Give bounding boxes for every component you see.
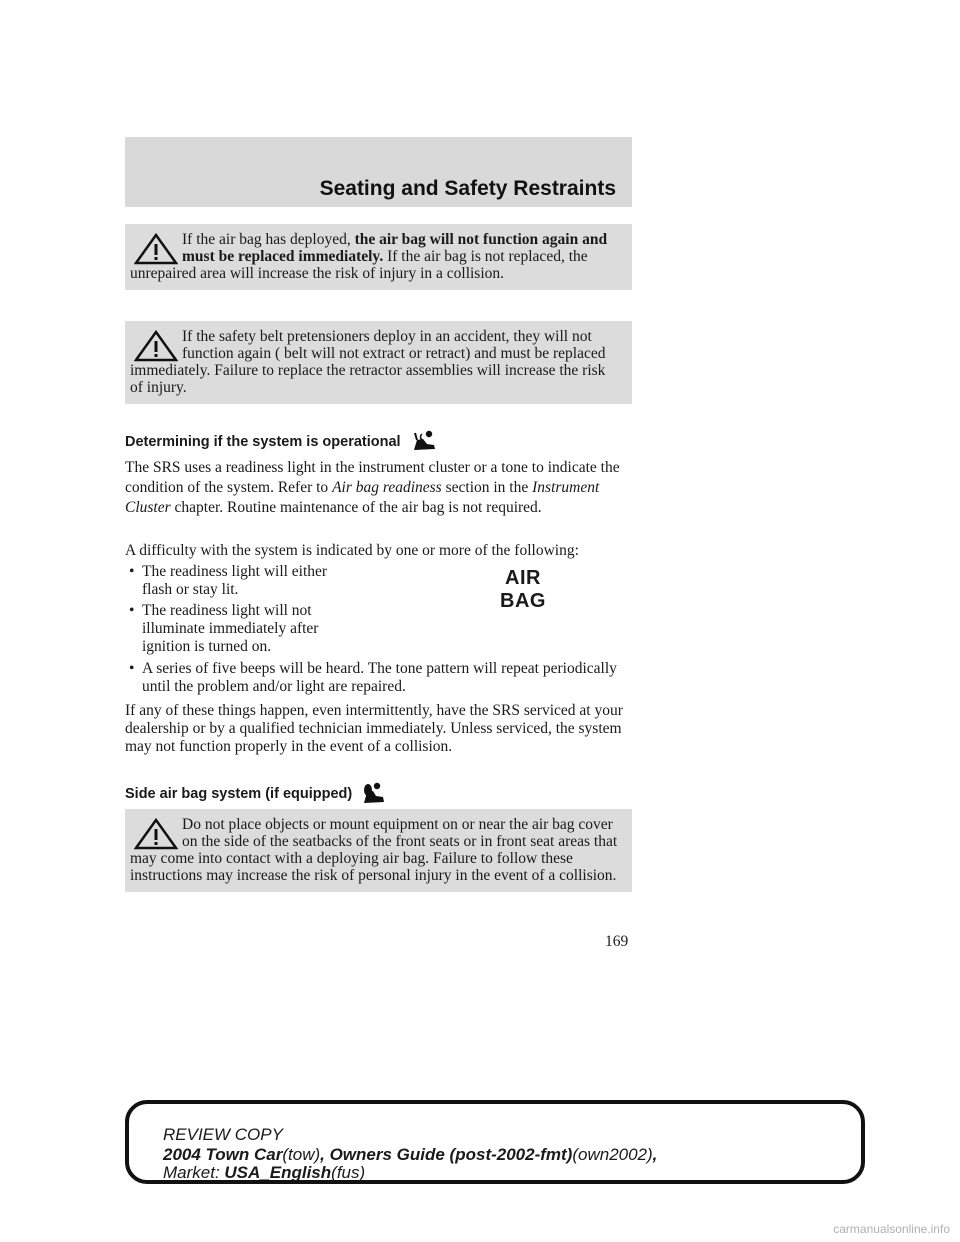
warning-rest: If the air bag is not replaced, the unrepaired area will increase the risk of injury in a collision. (130, 248, 588, 282)
warning-box-pretensioners (125, 321, 632, 404)
warning-lead: If the air bag has deployed, (182, 231, 355, 248)
bullet-text: The readiness light will not illuminate immediately after ignition is turned on. (142, 602, 319, 655)
review-market-line (163, 1163, 365, 1183)
text-segment: chapter. Routine maintenance of the air bag is not required. (170, 499, 542, 516)
heading-text: Determining if the system is operational (125, 433, 401, 450)
watermark: carmanualsonline.info (833, 1222, 950, 1236)
airbag-label-line: AIR (505, 567, 541, 589)
text-segment: section in the (441, 479, 533, 496)
warning-text: Do not place objects or mount equipment on or near the air bag cover on the side of the seatbacks of the front seats or in front seat areas that may come into contact with a deploying air bag. Failure to follow these instructions may increase the risk of personal injury in the event of a collision. (130, 816, 618, 884)
airbag-seat-icon (409, 430, 439, 454)
warning-triangle-icon (134, 233, 178, 265)
review-guide: , Owners Guide (post-2002-fmt) (320, 1145, 573, 1164)
warning-bold: the air bag will not function again and must be replaced immediately. (182, 231, 608, 265)
heading-system-operational (125, 430, 439, 454)
airbag-warning-light-label (488, 567, 558, 613)
review-model-code: (tow) (282, 1145, 321, 1164)
review-market-code: (fus) (331, 1163, 366, 1182)
side-airbag-icon (360, 782, 388, 806)
review-market: USA_English (224, 1163, 332, 1182)
warning-triangle-icon (134, 330, 178, 362)
review-guide-code: (own2002) (572, 1145, 653, 1164)
ref-airbag-readiness: Air bag readiness (332, 479, 442, 496)
review-copy-label: REVIEW COPY (163, 1125, 283, 1144)
paragraph-readiness (125, 458, 635, 518)
heading-side-airbag (125, 782, 388, 806)
bullet-text: The readiness light will either flash or stay lit. (142, 563, 328, 598)
heading-text: Side air bag system (if equipped) (125, 785, 353, 802)
review-model-line (163, 1145, 657, 1165)
section-title: Seating and Safety Restraints (319, 177, 616, 200)
page-number: 169 (605, 933, 629, 950)
warning-box-side-airbag (125, 809, 632, 892)
section-header-band (125, 137, 632, 207)
paragraph-difficulty: A difficulty with the system is indicated by one or more of the following: (125, 542, 579, 559)
ref-instrument-cluster: Instrument Cluster (125, 479, 600, 516)
warning-text: If the safety belt pretensioners deploy in an accident, they will not function again ( belt will not extract or retract) and must be replaced immediately. Failure to replace the retractor assemblies will increase the risk of injury. (130, 328, 606, 396)
bullet-text: A series of five beeps will be heard. The tone pattern will repeat periodically until the problem and/or light are repaired. (142, 660, 617, 695)
airbag-label-line: BAG (500, 590, 546, 612)
text-segment: The SRS uses a readiness light in the instrument cluster or a tone to indicate the condition of the system. Refer to (125, 459, 620, 496)
warning-triangle-icon (134, 818, 178, 850)
review-model: 2004 Town Car (163, 1145, 283, 1164)
warning-box-airbag-deployed (125, 224, 632, 290)
review-comma: , (652, 1145, 658, 1164)
paragraph-service: If any of these things happen, even intermittently, have the SRS serviced at your dealership or by a qualified technician immediately. Unless serviced, the system may not function properly in the event of a collision. (125, 702, 623, 755)
review-market-label: Market: (163, 1163, 225, 1182)
